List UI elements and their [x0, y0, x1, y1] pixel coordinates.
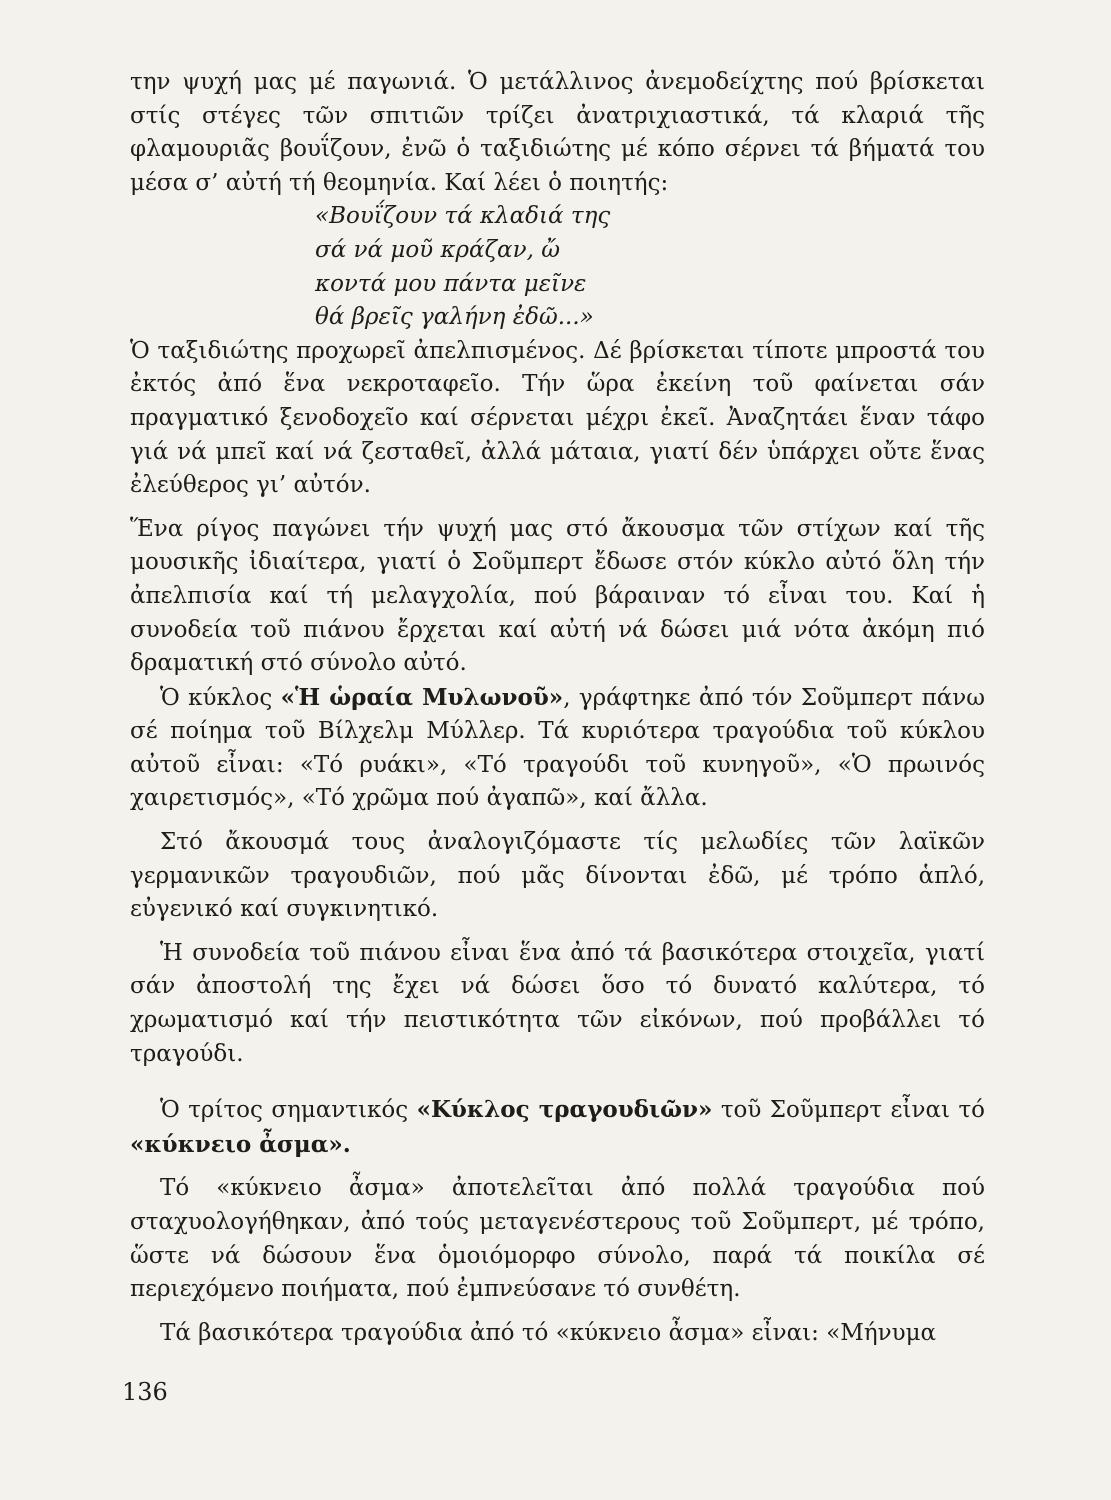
verse-line-2: σά νά μοῦ κράζαν, ὤ	[315, 236, 560, 263]
paragraph-7-bold-2: «κύκνειο ἆσμα».	[130, 1130, 351, 1158]
paragraph-5: Στό ἄκουσμά τους ἀναλογιζόμαστε τίς μελωδίες τῶν λαϊκῶν γερμανικῶν τραγουδιῶν, πού μᾶς δίνονται ἐδῶ, μέ τρόπο ἁπλό, εὐγενικό καί συγκινητικό.	[130, 829, 985, 923]
paragraph-7-text-a: Ὁ τρίτος σημαντικός	[160, 1097, 417, 1124]
body-text	[130, 66, 985, 1350]
page-number: 136	[122, 1378, 168, 1406]
verse-line-4: θά βρεῖς γαλήνη ἐδῶ...»	[315, 304, 594, 331]
paragraph-3: Ἕνα ρίγος παγώνει τήν ψυχή μας στό ἄκουσμα τῶν στίχων καί τῆς μουσικῆς ἰδιαίτερα, γιατί ὁ Σοῦμπερτ ἔδωσε στόν κύκλο αὐτό ὅλη τήν ἀπελπισία καί τή μελαγχολία, πού βάραιναν τό εἶναι του. Καί ἡ συνοδεία τοῦ πιάνου ἔρχεται καί αὐτή νά δώσει μιά νότα ἀκόμη πιό δραματική στό σύνολο αὐτό.	[130, 515, 985, 677]
paragraph-7-bold-1: «Κύκλος τραγουδιῶν»	[416, 1096, 713, 1124]
paragraph-9: Τά βασικότερα τραγούδια ἀπό τό «κύκνειο ἆσμα» εἶναι: «Μήνυμα	[160, 1319, 937, 1346]
paragraph-8: Τό «κύκνειο ἆσμα» ἀποτελεῖται ἀπό πολλά τραγούδια πού σταχυολογήθηκαν, ἀπό τούς μεταγενέστερους τοῦ Σοῦμπερτ, μέ τρόπο, ὥστε νά δώσουν ἕνα ὁμοιόμορφο σύνολο, παρά τά ποικίλα σέ περιεχόμενο ποιήματα, πού ἐμπνεύσανε τό συνθέτη.	[130, 1175, 985, 1303]
poem-verse	[315, 200, 985, 334]
verse-line-3: κοντά μου πάντα μεῖνε	[315, 270, 587, 297]
paragraph-4-text-b: , γράφτηκε ἀπό τόν Σοῦμπερτ πάνω σέ ποίημα τοῦ Βίλχελμ Μύλλερ. Τά κυριότερα τραγούδια τοῦ κύκλου αὐτοῦ εἶναι: «Τό ρυάκι», «Τό τραγούδι τοῦ κυνηγοῦ», «Ὁ πρωινός χαιρετισμός», «Τό χρῶμα πού ἀγαπῶ», καί ἄλλα.	[130, 684, 985, 812]
paragraph-4	[130, 681, 985, 816]
paragraph-7-text-b: τοῦ Σοῦμπερτ εἶναι τό	[712, 1097, 986, 1124]
paragraph-4-title-bold: «Ἡ ὡραία Μυλωνοῦ»	[280, 683, 564, 711]
paragraph-1: την ψυχή μας μέ παγωνιά. Ὁ μετάλλινος ἀνεμοδείχτης πού βρίσκεται στίς στέγες τῶν σπιτιῶν τρίζει ἀνατριχιαστικά, τά κλαριά τῆς φλαμουριᾶς βουΐζουν, ἐνῶ ὁ ταξιδιώτης μέ κόπο σέρνει τά βήματά του μέσα σ’ αὐτή τή θεομηνία. Καί λέει ὁ ποιητής:	[130, 69, 985, 196]
paragraph-7	[130, 1093, 985, 1162]
paragraph-6: Ἡ συνοδεία τοῦ πιάνου εἶναι ἕνα ἀπό τά βασικότερα στοιχεῖα, γιατί σάν ἀποστολή της ἔχει νά δώσει ὅσο τό δυνατό καλύτερα, τό χρωματισμό καί τήν πειστικότητα τῶν εἰκόνων, πού προβάλλει τό τραγούδι.	[130, 939, 985, 1067]
paragraph-4-text-a: Ὁ κύκλος	[160, 684, 281, 711]
verse-line-1: «Βουΐζουν τά κλαδιά της	[315, 203, 611, 230]
paragraph-2: Ὁ ταξιδιώτης προχωρεῖ ἀπελπισμένος. Δέ βρίσκεται τίποτε μπροστά του ἐκτός ἀπό ἕνα νεκροταφεῖο. Τήν ὥρα ἐκείνη τοῦ φαίνεται σάν πραγματικό ξενοδοχεῖο καί σέρνεται μέχρι ἐκεῖ. Ἀναζητάει ἕναν τάφο γιά νά μπεῖ καί νά ζεσταθεῖ, ἀλλά μάταια, γιατί δέν ὑπάρχει οὔτε ἕνας ἐλεύθερος γι’ αὐτόν.	[130, 337, 985, 499]
